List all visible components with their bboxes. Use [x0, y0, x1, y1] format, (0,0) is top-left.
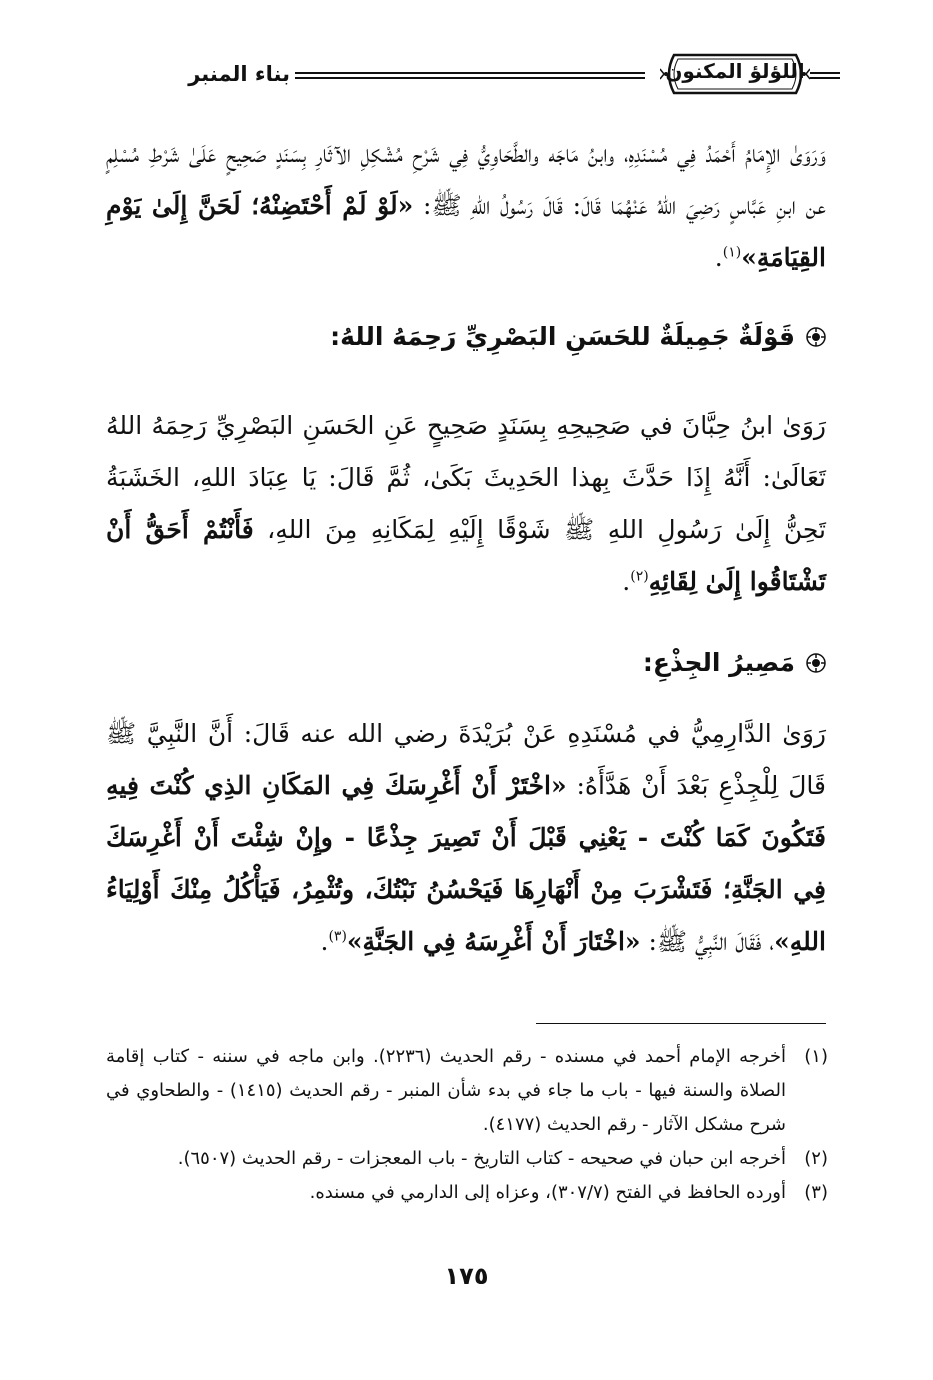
- footnote-ref-3[interactable]: (٣): [328, 928, 347, 945]
- paragraph-3: [106, 708, 826, 968]
- footnote-text: أخرجه الإمام أحمد في مسنده - رقم الحديث (٢٢٣٦). وابن ماجه في سننه - كتاب إقامة الصلاة والسنة فيها - باب ما جاء في بدء شأن المنبر - رقم الحديث (١٤١٥) - والطحاوي في شرح مشكل الآثار - رقم الحديث (٤١٧٧).: [106, 1046, 786, 1135]
- flower-ornament-icon: [805, 652, 827, 674]
- paragraph-2-tail: .: [622, 567, 631, 596]
- paragraph-1-text: وَرَوَىٰ الإِمَامُ أَحْمَدُ فِي مُسْنَدِهِ، وابنُ مَاجَه والطَّحَاوِيُّ فِي شَرْحِ مُشْكِلِ الآثَارِ بِسَنَدٍ صَحِيحٍ عَلَىٰ شَرْطِ مُسْلِمٍ عن ابنِ عَبَّاسٍ رَضِيَ اللهُ عَنْهُمَا قَالَ: قَالَ رَسُولُ اللهِ ﷺ:: [106, 139, 826, 220]
- hadith-quote-1: «لَوْ لَمْ أَحْتَضِنْهُ؛ لَحَنَّ إِلَىٰ يَوْمِ القِيَامَةِ»: [106, 191, 826, 272]
- paragraph-1: [106, 128, 826, 284]
- footnote-ref-2[interactable]: (٢): [630, 568, 649, 585]
- flower-ornament-icon: [805, 326, 827, 348]
- chapter-title: بناء المنبر: [188, 62, 290, 86]
- footnotes: [106, 1040, 828, 1210]
- footnote-ref-1[interactable]: (١): [722, 244, 742, 261]
- page-number: ١٧٥: [444, 1262, 489, 1290]
- footnote-text: أورده الحافظ في الفتح (٣٠٧/٧)، وعزاه إلى الدارمي في مسنده.: [309, 1182, 786, 1203]
- footnote-number: (٢): [804, 1148, 828, 1169]
- footnote-text: أخرجه ابن حبان في صحيحه - كتاب التاريخ - باب المعجزات - رقم الحديث (٦٥٠٧).: [177, 1148, 786, 1169]
- paragraph-3-text: رَوَىٰ الدَّارِمِيُّ في مُسْنَدِهِ عَنْ بُرَيْدَةَ رضي الله عنه قَالَ: أَنَّ النَّبِيَّ ﷺ قَالَ لِلْجِذْعِ بَعْدَ أَنْ هَدَّأَهُ:: [106, 719, 826, 800]
- footnote-2: [106, 1142, 828, 1176]
- paragraph-3-text-b: ، فَقَالَ النَّبِيُّ ﷺ:: [640, 927, 775, 956]
- section-heading-text: قَوْلَةٌ جَمِيلَةٌ للحَسَنِ البَصْرِيِّ رَحِمَهُ اللهُ:: [330, 322, 795, 351]
- section-heading-trunk: [643, 648, 827, 677]
- section-heading-hasan: [330, 322, 827, 351]
- footnote-number: (١): [804, 1046, 828, 1067]
- footnote-1: [106, 1040, 828, 1142]
- header-rule-left: [295, 72, 645, 79]
- running-header: [70, 48, 870, 106]
- paragraph-3-tail: .: [320, 927, 329, 956]
- footnote-3: [106, 1176, 828, 1210]
- book-title: اللؤلؤ المكنون: [665, 59, 805, 83]
- paragraph-1-tail: .: [714, 243, 723, 272]
- title-cartouche: [660, 51, 810, 97]
- paragraph-2: [106, 400, 826, 608]
- section-heading-text: مَصِيرُ الجِذْعِ:: [642, 648, 795, 677]
- footnote-number: (٣): [804, 1182, 828, 1203]
- hadith-quote-3: «اخْتَرْ أَنْ أَغْرِسَكَ فِي المَكَانِ الذِي كُنْتَ فِيهِ فَتَكُونَ كَمَا كُنْتَ - يَعْنِي قَبْلَ أَنْ تَصِيرَ جِذْعًا - وإِنْ شِئْتَ أَنْ أَغْرِسَكَ فِي الجَنَّةِ؛ فَتَشْرَبَ مِنْ أَنْهَارِهَا فَيَحْسُنُ نَبْتُكَ، وتُثْمِرُ، فَيَأْكُلُ مِنْكَ أَوْلِيَاءُ اللهِ»: [106, 771, 826, 956]
- hasan-quote: فَأَنْتُمْ أَحَقُّ أَنْ تَشْتَاقُوا إِلَىٰ لِقَائِهِ: [106, 515, 826, 596]
- header-rule-right: [810, 72, 840, 79]
- footnote-divider: [536, 1023, 826, 1024]
- hadith-quote-3b: «اخْتَارَ أَنْ أَغْرِسَهُ فِي الجَنَّةِ»: [346, 927, 641, 956]
- paragraph-2-text: رَوَىٰ ابنُ حِبَّانَ في صَحِيحِهِ بِسَنَدٍ صَحِيحٍ عَنِ الحَسَنِ البَصْرِيِّ رَحِمَهُ اللهُ تَعَالَىٰ: أَنَّهُ إِذَا حَدَّثَ بِهذا الحَدِيثَ بَكَىٰ، ثُمَّ قَالَ: يَا عِبَادَ اللهِ، الخَشَبَةُ تَحِنُّ إِلَىٰ رَسُولِ اللهِ ﷺ شَوْقًا إِلَيْهِ لِمَكَانِهِ مِنَ اللهِ،: [106, 411, 826, 544]
